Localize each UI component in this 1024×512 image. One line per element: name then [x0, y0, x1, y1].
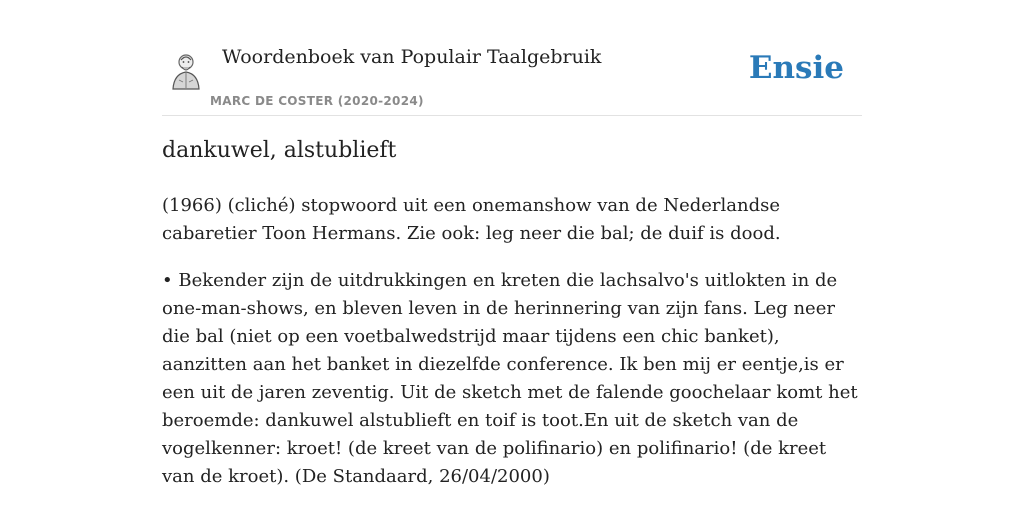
ensie-logo[interactable]: Ensie: [748, 50, 844, 86]
site-title[interactable]: Woordenboek van Populair Taalgebruik: [222, 46, 602, 68]
header: [162, 40, 862, 116]
entry-term: dankuwel, alstublieft: [162, 138, 397, 163]
author-label: MARC DE COSTER (2020-2024): [210, 94, 424, 108]
author-portrait-icon: [170, 52, 202, 90]
entry-note: • Bekender zijn de uitdrukkingen en kreten die lachsalvo's uitlokten in de one-man-shows, en bleven leven in de herinnering van zijn fans. Leg neer die bal (niet op een voetbalwedstrijd maar tijdens een chic banket), aanzitten aan het banket in diezelfde conference. Ik ben mij er eentje,is er een uit de jaren zeventig. Uit de sketch met de falende goochelaar komt het beroemde: dankuwel alstublieft en toif is toot.En uit de sketch van de vogelkenner: kroet! (de kreet van de polifinario) en polifinario! (de kreet van de kroet). (De Standaard, 26/04/2000): [162, 270, 858, 487]
entry-definition: (1966) (cliché) stopwoord uit een onemanshow van de Nederlandse cabaretier Toon Hermans. Zie ook: leg neer die bal; de duif is dood.: [162, 195, 781, 244]
